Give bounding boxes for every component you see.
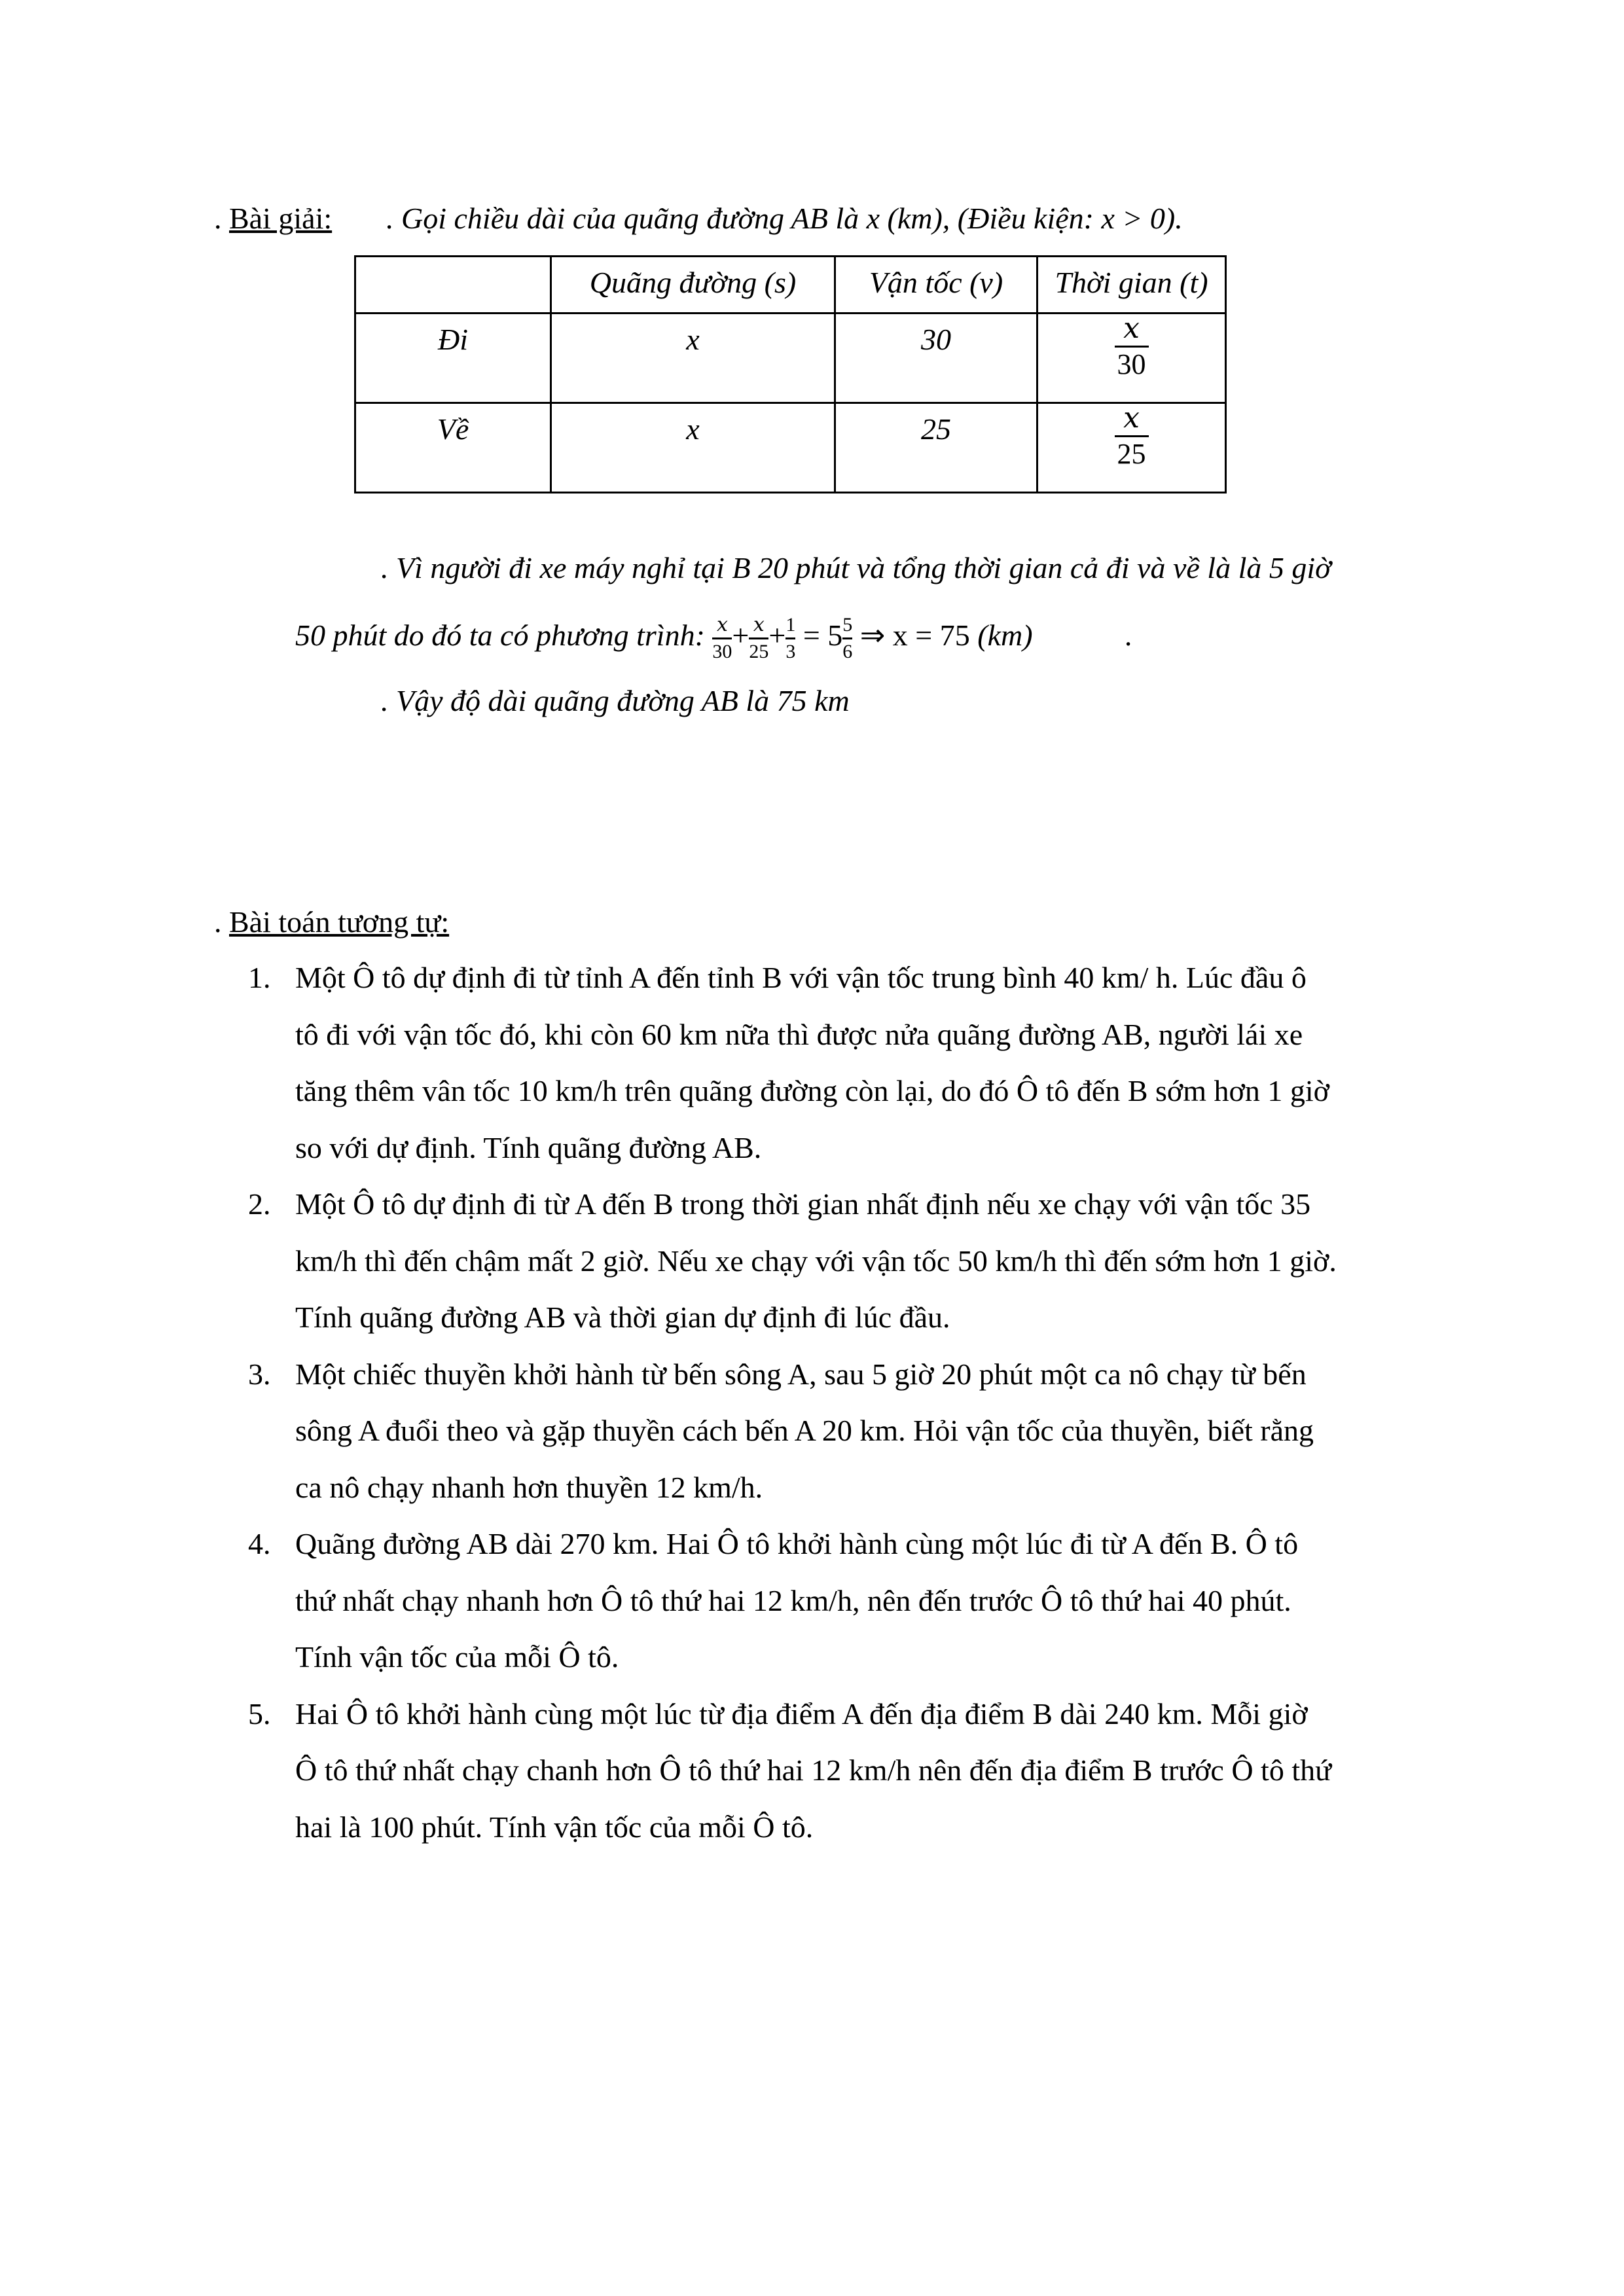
- conclusion: . Vậy độ dài quãng đường AB là 75 km: [381, 684, 850, 717]
- list-item-number: 4.: [248, 1527, 271, 1560]
- time-cell: [1038, 314, 1226, 403]
- list-item-line: so với dự định. Tính quãng đường AB.: [295, 1130, 762, 1164]
- table-header: Quãng đường (s): [551, 257, 835, 314]
- list-item-line: hai là 100 phút. Tính vận tốc của mỗi Ô tô.: [295, 1810, 814, 1844]
- fraction-denominator: 30: [712, 641, 732, 662]
- solution-intro: . Gọi chiều dài của quãng đường AB là x (km), (Điều kiện: x > 0).: [386, 202, 1183, 235]
- reason-line-1: . Vì người đi xe máy nghỉ tại B 20 phút và tổng thời gian cả đi và về là là 5 giờ: [381, 551, 1331, 584]
- fraction-denominator: 30: [1117, 348, 1146, 380]
- list-item-number: 3.: [248, 1357, 271, 1391]
- table-header: Thời gian (t): [1038, 257, 1226, 314]
- list-item-line: Ô tô thứ nhất chạy chanh hơn Ô tô thứ hai 12 km/h nên đến địa điểm B trước Ô tô thứ: [295, 1753, 1332, 1787]
- table-row: [355, 403, 1226, 493]
- distance-cell: x: [551, 403, 835, 493]
- equation-unit: (km): [977, 619, 1033, 653]
- table-header: Vận tốc (v): [835, 257, 1038, 314]
- list-item-line: tăng thêm vân tốc 10 km/h trên quãng đường còn lại, do đó Ô tô đến B sớm hơn 1 giờ: [295, 1074, 1329, 1107]
- list-item-line: Tính vận tốc của mỗi Ô tô.: [295, 1640, 619, 1674]
- fraction-denominator: 25: [749, 641, 769, 662]
- list-item-line: km/h thì đến chậm mất 2 giờ. Nếu xe chạy với vận tốc 50 km/h thì đến sớm hơn 1 giờ.: [295, 1244, 1337, 1278]
- row-label: Đi: [355, 314, 551, 403]
- similar-label-text: Bài toán tương tự:: [229, 905, 450, 939]
- table-row: [355, 314, 1226, 403]
- motion-table: [354, 255, 1227, 493]
- similar-label: . Bài toán tương tự:: [214, 905, 450, 939]
- equation-line: [295, 615, 1133, 662]
- list-item-line: Một chiếc thuyền khởi hành từ bến sông A, sau 5 giờ 20 phút một ca nô chạy từ bến: [295, 1357, 1307, 1391]
- list-item-line: ca nô chạy nhanh hơn thuyền 12 km/h.: [295, 1470, 763, 1504]
- fraction-numerator: x: [1123, 312, 1140, 345]
- plus-sign: +: [768, 619, 786, 653]
- speed-cell: 25: [835, 403, 1038, 493]
- list-item-line: Quãng đường AB dài 270 km. Hai Ô tô khởi hành cùng một lúc đi từ A đến B. Ô tô: [295, 1527, 1299, 1560]
- list-item-line: Hai Ô tô khởi hành cùng một lúc từ địa điểm A đến địa điểm B dài 240 km. Mỗi giờ: [295, 1696, 1308, 1731]
- list-item-line: tô đi với vận tốc đó, khi còn 60 km nữa thì được nửa quãng đường AB, người lái xe: [295, 1017, 1303, 1051]
- plus-sign: +: [732, 619, 749, 653]
- speed-cell: 30: [835, 314, 1038, 403]
- distance-cell: x: [551, 314, 835, 403]
- equals-mixed: = 5: [803, 619, 843, 653]
- table-header-row: [355, 257, 1226, 314]
- time-cell: [1038, 403, 1226, 493]
- fraction-denominator: 25: [1117, 438, 1146, 470]
- table-header: [355, 257, 551, 314]
- fraction-denominator: 3: [785, 641, 796, 662]
- list-item-line: sông A đuổi theo và gặp thuyền cách bến A 20 km. Hỏi vận tốc của thuyền, biết rằng: [295, 1414, 1314, 1447]
- fraction-denominator: 6: [842, 641, 853, 662]
- fraction-numerator: x: [716, 613, 728, 636]
- equation-result: ⇒ x = 75: [859, 619, 970, 653]
- list-item-line: Một Ô tô dự định đi từ A đến B trong thời gian nhất định nếu xe chạy với vận tốc 35: [295, 1187, 1311, 1221]
- fraction-numerator: x: [1123, 401, 1140, 435]
- fraction-numerator: 1: [785, 614, 796, 636]
- list-item-line: thứ nhất chạy nhanh hơn Ô tô thứ hai 12 km/h, nên đến trước Ô tô thứ hai 40 phút.: [295, 1583, 1291, 1617]
- row-label: Về: [355, 403, 551, 493]
- list-item-number: 5.: [248, 1696, 271, 1731]
- solution-label: . Bài giải:: [214, 202, 333, 235]
- fraction-numerator: x: [753, 613, 765, 636]
- list-item-line: Một Ô tô dự định đi từ tỉnh A đến tỉnh B với vận tốc trung bình 40 km/ h. Lúc đầu ô: [295, 961, 1307, 994]
- list-item-number: 2.: [248, 1187, 271, 1221]
- list-item-line: Tính quãng đường AB và thời gian dự định đi lúc đầu.: [295, 1300, 950, 1334]
- trailing-dot: .: [1125, 619, 1133, 653]
- solution-label-text: Bài giải:: [229, 202, 333, 235]
- fraction-numerator: 5: [842, 614, 853, 636]
- reason-line-2: 50 phút do đó ta có phương trình:: [295, 619, 705, 653]
- list-item-number: 1.: [248, 961, 271, 994]
